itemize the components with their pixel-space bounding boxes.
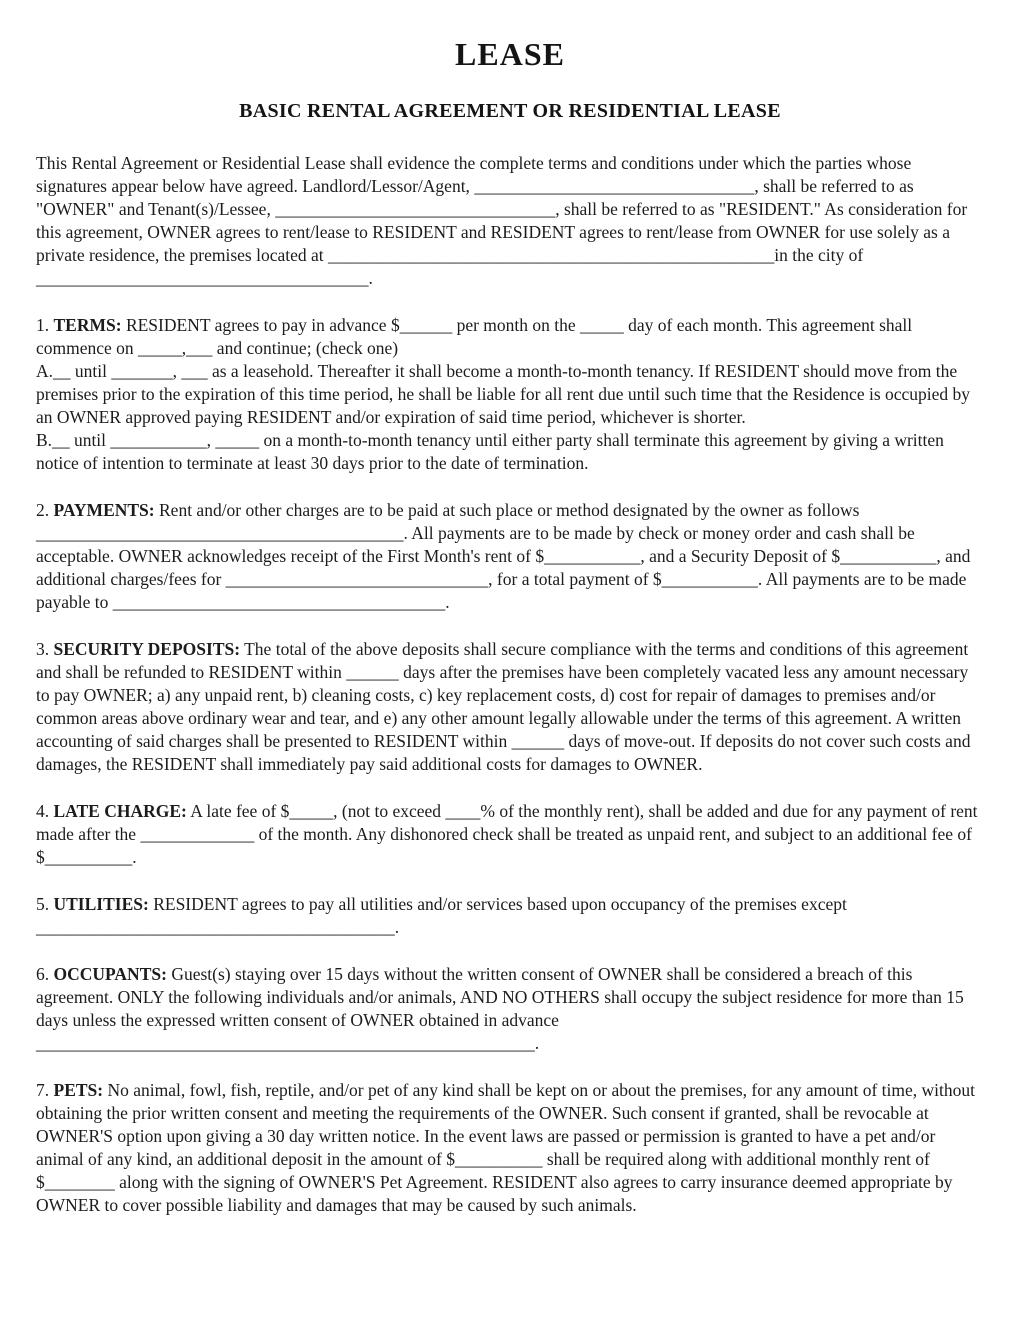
- section-heading: LATE CHARGE:: [53, 801, 187, 821]
- section-heading: OCCUPANTS:: [53, 964, 167, 984]
- document-title: LEASE: [455, 36, 565, 72]
- payment-place-blank: __________________________________________: [36, 523, 404, 543]
- section-heading: SECURITY DEPOSITS:: [53, 639, 241, 659]
- landlord-name-blank: ________________________________: [474, 176, 755, 196]
- rent-due-day-blank: _____: [580, 315, 624, 335]
- section-heading: TERMS:: [53, 315, 122, 335]
- pet-monthly-rent-blank: ________: [44, 1172, 115, 1192]
- paragraph-security-deposits: 3. SECURITY DEPOSITS: The total of the above deposits shall secure compliance with the terms and conditions of this agreement and shall be refunded to RESIDENT within ______ days after the premises have been completely vacated less any amount necessary to pay OWNER; a) any unpaid rent, b) cleaning costs, c) key replacement costs, d) cost for repair of damages to premises and/or common areas above ordinary wear and tear, and e) any other amount legally allowable under the terms of this agreement. A written accounting of said charges shall be presented to RESIDENT within ______ days of move-out. If deposits do not cover such costs and damages, the RESIDENT shall immediately pay said additional costs for damages to OWNER.: [36, 639, 971, 774]
- section-heading: UTILITIES:: [53, 894, 149, 914]
- commence-date-blank: _____: [138, 338, 182, 358]
- document-subtitle: BASIC RENTAL AGREEMENT OR RESIDENTIAL LEASE: [239, 100, 781, 122]
- paragraph-late-charge: 4. LATE CHARGE: A late fee of $_____, (not to exceed ____% of the monthly rent), shall be added and due for any payment of rent made after the _____________ of the month. Any dishonored check shall be treated as unpaid rent, and subject to an additional fee of $__________.: [36, 801, 978, 867]
- total-payment-blank: ___________: [661, 569, 758, 589]
- paragraph-occupants: 6. OCCUPANTS: Guest(s) staying over 15 days without the written consent of OWNER shall be considered a breach of this agreement. ONLY the following individuals and/or animals, AND NO OTHERS shall occupy the subject residence for more than 15 days unless the expressed written consent of OWNER obtained in advance _________________________________________________________.: [36, 964, 964, 1053]
- late-fee-percent-blank: ____: [445, 801, 481, 821]
- tenant-name-blank: ________________________________: [275, 199, 556, 219]
- paragraph-terms: 1. TERMS: RESIDENT agrees to pay in advance $______ per month on the _____ day of each month. This agreement shall commence on _____,___ and continue; (check one) A.__ until _______, ___ as a leasehold. Thereafter it shall become a month-to-month tenancy. If RESIDENT should move from the premises prior to the expiration of this time period, he shall be liable for all rent due until such time that the Residence is occupied by an OWNER approved paying RESIDENT and/or expiration of said time period, whichever is shorter. B.__ until ___________, _____ on a month-to-month tenancy until either party shall terminate this agreement by giving a written notice of intention to terminate at least 30 days prior to the date of termination.: [36, 315, 971, 473]
- first-month-rent-blank: ___________: [544, 546, 641, 566]
- refund-days-blank: ______: [346, 662, 399, 682]
- accounting-days-blank: ______: [511, 731, 565, 751]
- utilities-exception-blank: _________________________________________: [36, 917, 395, 937]
- option-b-year-blank: _____: [215, 430, 260, 450]
- paragraph-intro: This Rental Agreement or Residential Lease shall evidence the complete terms and conditions under which the parties whose signatures appear below have agreed. Landlord/Lessor/Agent, ________________________________, shall be referred to as "OWNER" and Tenant(s)/Lessee, ________________________________, shall be referred to as "RESIDENT." As consideration for this agreement, OWNER agrees to rent/lease to RESIDENT and RESIDENT agrees to rent/lease from OWNER for use solely as a private residence, the premises located at ___________________________________________________in the city of ______________________________________.: [36, 153, 968, 288]
- commence-year-blank: ___: [186, 338, 213, 358]
- payable-to-blank: ______________________________________: [112, 592, 446, 612]
- section-heading: PETS:: [53, 1080, 104, 1100]
- option-b-check-blank: __: [52, 430, 70, 450]
- option-a-date-blank: _______: [111, 361, 173, 381]
- paragraph-pets: 7. PETS: No animal, fowl, fish, reptile, and/or pet of any kind shall be kept on or about the premises, for any amount of time, without obtaining the prior written consent and meeting the requirements of the OWNER. Such consent if granted, shall be revocable at OWNER'S option upon giving a 30 day written notice. In the event laws are passed or permission is granted to have a pet and/or animal of any kind, an additional deposit in the amount of $__________ shall be required along with additional monthly rent of $________ along with the signing of OWNER'S Pet Agreement. RESIDENT also agrees to carry insurance deemed appropriate by OWNER to cover possible liability and damages that may be caused by such animals.: [36, 1080, 975, 1215]
- section-heading: PAYMENTS:: [53, 500, 155, 520]
- late-fee-amount-blank: _____: [289, 801, 334, 821]
- option-b-date-blank: ___________: [110, 430, 207, 450]
- additional-charges-blank: ______________________________: [225, 569, 489, 589]
- dishonored-check-fee-blank: __________: [44, 847, 133, 867]
- pet-deposit-amount-blank: __________: [454, 1149, 543, 1169]
- occupants-list-blank: _________________________________________________________: [36, 1033, 535, 1053]
- monthly-rent-amount-blank: ______: [399, 315, 453, 335]
- option-a-year-blank: ___: [181, 361, 208, 381]
- security-deposit-amount-blank: ___________: [840, 546, 937, 566]
- option-a-check-blank: __: [53, 361, 71, 381]
- late-after-day-blank: _____________: [140, 824, 255, 844]
- document-body: [36, 152, 984, 1217]
- premises-address-blank: ___________________________________________________: [328, 245, 775, 265]
- paragraph-payments: 2. PAYMENTS: Rent and/or other charges are to be paid at such place or method designated by the owner as follows __________________________________________. All payments are to be made by check or money order and cash shall be acceptable. OWNER acknowledges receipt of the First Month's rent of $___________, and a Security Deposit of $___________, and additional charges/fees for ______________________________, for a total payment of $___________. All payments are to be made payable to ______________________________________.: [36, 500, 971, 612]
- paragraph-utilities: 5. UTILITIES: RESIDENT agrees to pay all utilities and/or services based upon occupancy of the premises except _________________________________________.: [36, 894, 847, 937]
- city-blank: ______________________________________: [36, 268, 369, 288]
